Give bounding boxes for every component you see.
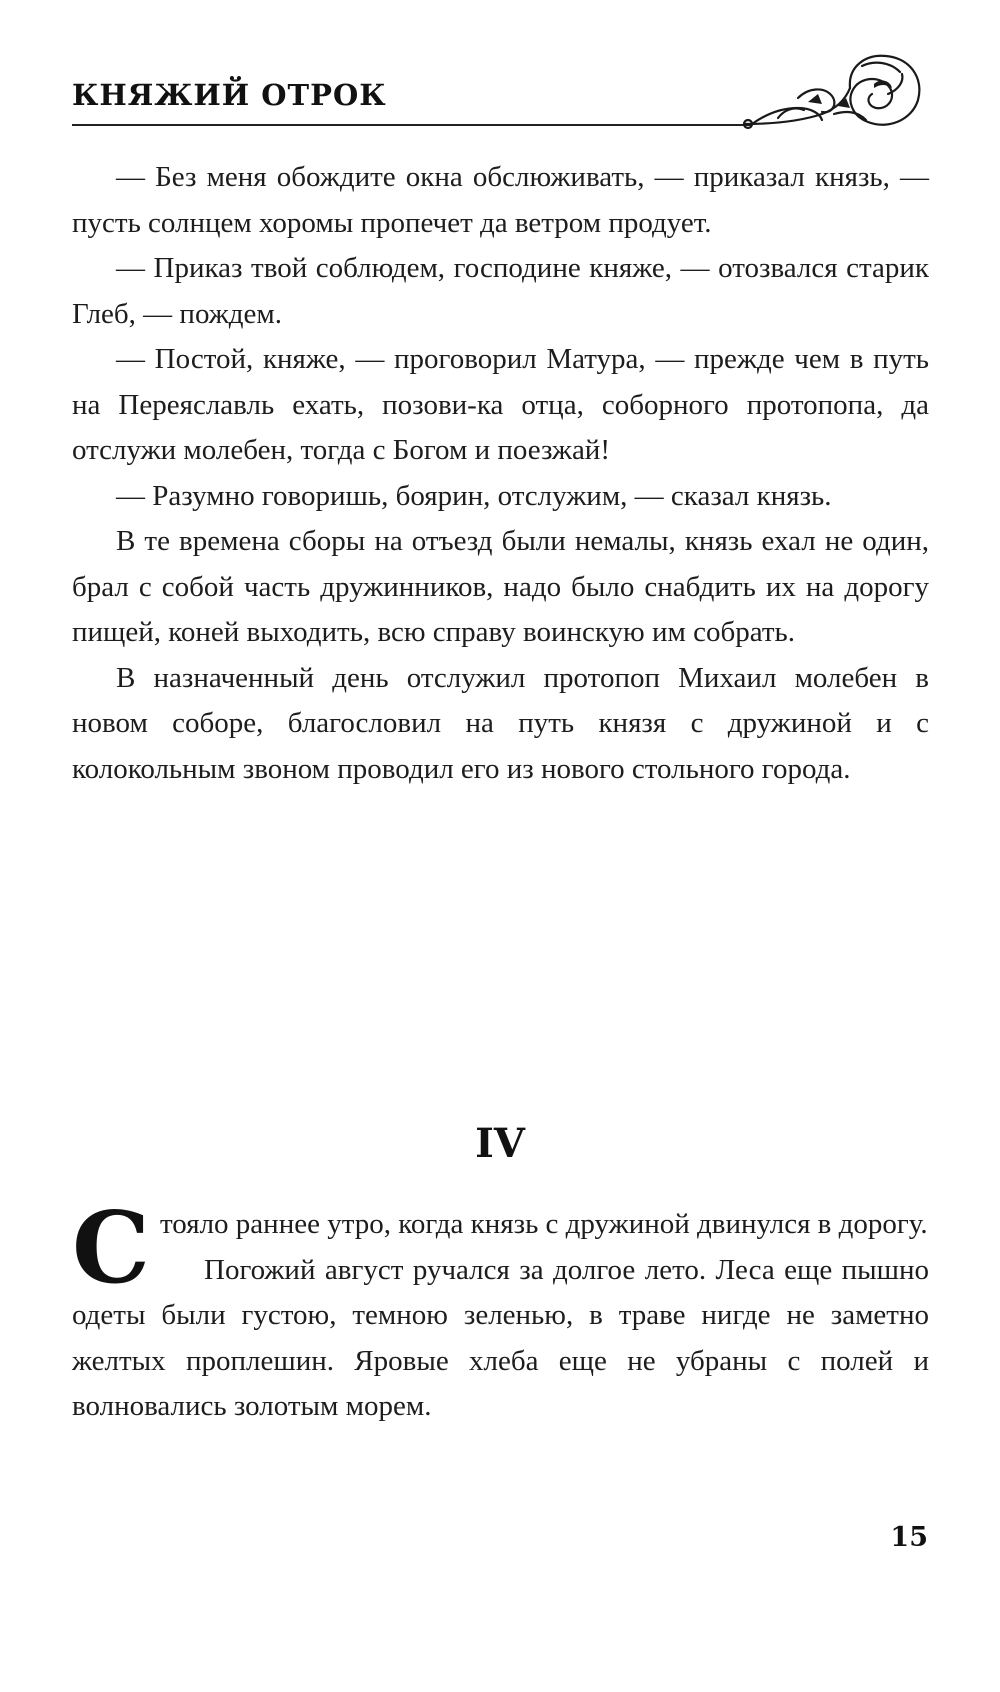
page-number: 15 <box>890 1522 928 1553</box>
first-paragraph-text: тояло раннее утро, когда князь с дружиной двинулся в дорогу. <box>160 1208 928 1240</box>
chapter-first-paragraph <box>72 1191 929 1306</box>
chapter-number: IV <box>475 1120 525 1167</box>
paragraph: — Без меня обождите окна обслюживать, — приказал князь, — пусть солнцем хоромы пропечет да ветром продует. <box>72 161 929 239</box>
paragraph: В те времена сборы на отъезд были немалы, князь ехал не один, брал с собой часть дружинников, надо было снабдить их на дорогу пищей, коней выходить, всю справу воинскую им собрать. <box>72 525 929 648</box>
header-rule <box>72 124 752 126</box>
paragraph: — Постой, княже, — проговорил Матура, — прежде чем в путь на Переяславль ехать, позови-ка отца, соборного протопопа, да отслужи молебен, тогда с Богом и поезжай! <box>72 343 929 466</box>
paragraph: — Приказ твой соблюдем, господине княже, — отозвался старик Глеб, — пождем. <box>72 252 929 330</box>
drop-cap: С <box>72 1191 150 1306</box>
body-text <box>72 155 929 792</box>
scroll-ornament-icon <box>738 48 928 134</box>
paragraph: В назначенный день отслужил протопоп Михаил молебен в новом соборе, благословил на путь князя с дружиной и с колокольным звоном проводил его из нового стольного города. <box>72 661 929 785</box>
paragraph: — Разумно говоришь, боярин, отслужим, — сказал князь. <box>116 479 832 512</box>
paragraph: Погожий август ручался за долгое лето. Леса еще пышно одеты были густою, темною зеленью, в траве нигде не заметно желтых проплешин. Яровые хлеба еще не убраны с полей и волновались золотым морем. <box>72 1253 929 1422</box>
running-title: КНЯЖИЙ ОТРОК <box>72 78 387 112</box>
chapter-text <box>72 1191 929 1430</box>
